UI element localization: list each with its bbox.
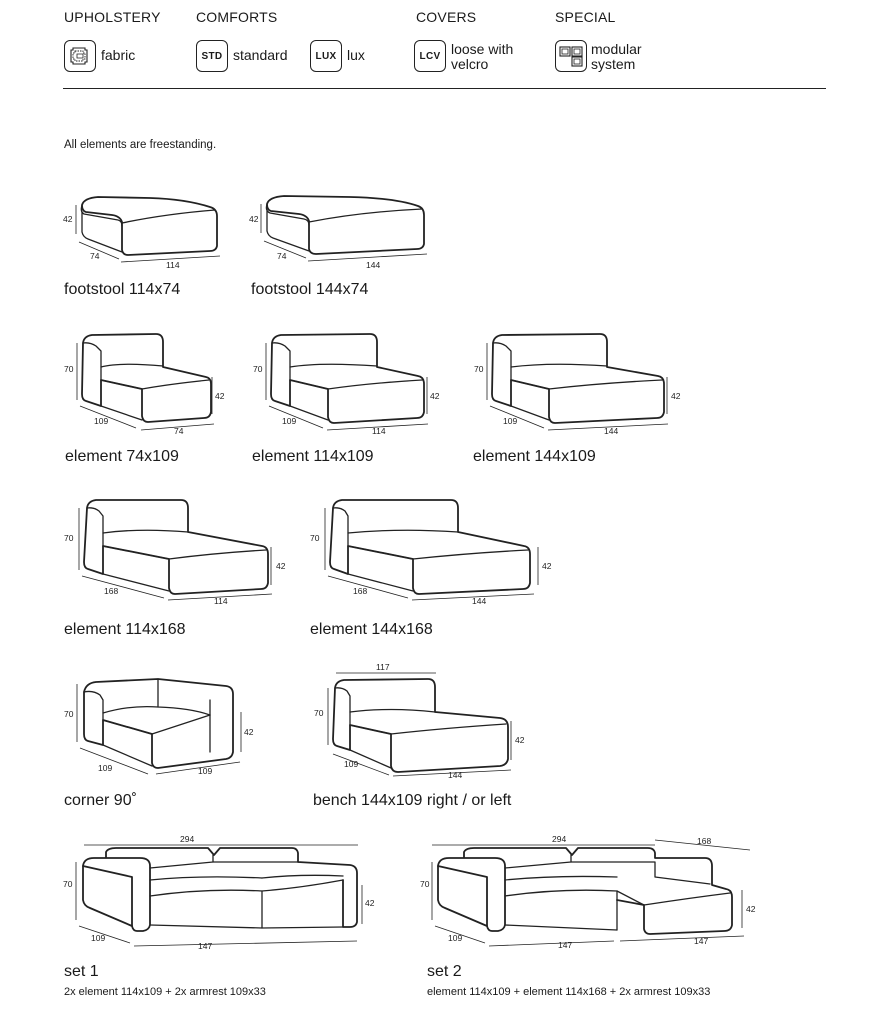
seat-height-label: 42 [276, 561, 286, 571]
element-74x109-drawing [82, 334, 211, 422]
freestanding-note: All elements are freestanding. [64, 139, 217, 151]
set-1-dimensions [63, 834, 375, 951]
depth-label: 74 [277, 251, 287, 261]
depth-label: 168 [104, 586, 119, 596]
depth-label: 109 [91, 933, 106, 943]
element-144x109-label: element 144x109 [473, 448, 596, 465]
back-height-label: 70 [474, 364, 484, 374]
special-heading: SPECIAL [555, 9, 616, 25]
element-144x168-drawing [330, 500, 530, 594]
back-height-label: 70 [420, 879, 430, 889]
back-height-label: 70 [314, 708, 324, 718]
width-label: 147 [198, 941, 213, 951]
element-144x168-label: element 144x168 [310, 621, 433, 638]
back-width-label: 117 [376, 662, 390, 672]
back-height-label: 70 [63, 879, 73, 889]
velcro-label: velcro [451, 56, 489, 72]
footstool-144x74-label: footstool 144x74 [251, 281, 369, 298]
chaise-depth-label: 168 [697, 836, 712, 846]
width-label: 114 [372, 426, 386, 436]
seat-height-label: 42 [671, 391, 681, 401]
element-114x168-label: element 114x168 [64, 621, 186, 638]
modular-label: modular [591, 41, 642, 57]
height-label: 42 [249, 214, 259, 224]
corner-90-label: corner 90˚ [64, 792, 137, 809]
element-114x109-label: element 114x109 [252, 448, 374, 465]
covers-heading: COVERS [416, 9, 477, 25]
element-114x168-drawing [84, 500, 268, 594]
width-label: 114 [214, 596, 228, 606]
total-width-label: 294 [552, 834, 567, 844]
depth-label: 109 [98, 763, 113, 773]
back-height-label: 70 [310, 533, 320, 543]
upholstery-heading: UPHOLSTERY [64, 9, 161, 25]
set-1-description: 2x element 114x109 + 2x armrest 109x33 [64, 986, 266, 998]
set-2-description: element 114x109 + element 114x168 + 2x armrest 109x33 [427, 986, 711, 998]
depth-label: 109 [503, 416, 518, 426]
width-left-label: 147 [558, 940, 573, 950]
std-code: STD [201, 50, 223, 62]
width-label: 144 [448, 770, 463, 780]
comforts-heading: COMFORTS [196, 9, 278, 25]
element-114x168-dimensions [64, 508, 286, 606]
seat-height-label: 42 [515, 735, 525, 745]
bench-label: bench 144x109 right / or left [313, 792, 512, 809]
back-height-label: 70 [64, 709, 74, 719]
element-144x109-drawing [492, 334, 664, 423]
seat-height-label: 42 [244, 727, 254, 737]
element-74x109-dimensions [64, 343, 225, 436]
lcv-code: LCV [419, 50, 441, 62]
width-right-label: 147 [694, 936, 709, 946]
seat-height-label: 42 [542, 561, 552, 571]
depth-label: 109 [94, 416, 109, 426]
footstool-144x74-drawing [266, 196, 424, 254]
back-height-label: 70 [64, 364, 74, 374]
back-height-label: 70 [253, 364, 263, 374]
width-label: 144 [604, 426, 619, 436]
depth-label: 109 [282, 416, 297, 426]
depth-label: 109 [344, 759, 359, 769]
seat-height-label: 42 [746, 904, 756, 914]
set-2-drawing [438, 848, 732, 934]
width-label: 144 [366, 260, 381, 270]
depth-label: 74 [90, 251, 100, 261]
seat-height-label: 42 [215, 391, 225, 401]
lux-label: lux [347, 47, 365, 63]
seat-height-label: 42 [365, 898, 375, 908]
width-label: 114 [166, 260, 180, 270]
set-1-label: set 1 [64, 963, 99, 980]
loose-with-label: loose with [451, 41, 514, 57]
bench-drawing [333, 679, 508, 772]
system-label: system [591, 56, 636, 72]
total-width-label: 294 [180, 834, 195, 844]
fabric-label: fabric [101, 47, 136, 63]
width-label: 74 [174, 426, 184, 436]
depth-label: 109 [448, 933, 463, 943]
lux-code: LUX [315, 50, 337, 62]
width-label: 144 [472, 596, 487, 606]
footstool-114x74-label: footstool 114x74 [64, 281, 181, 298]
element-114x109-drawing [271, 334, 424, 423]
set-2-label: set 2 [427, 963, 462, 980]
footstool-114x74-drawing [81, 197, 217, 255]
height-label: 42 [63, 214, 73, 224]
back-height-label: 70 [64, 533, 74, 543]
set-1-drawing [83, 848, 357, 931]
seat-height-label: 42 [430, 391, 440, 401]
element-74x109-label: element 74x109 [65, 448, 179, 465]
width-label: 109 [198, 766, 213, 776]
depth-label: 168 [353, 586, 368, 596]
corner-90-dimensions [64, 684, 254, 776]
standard-label: standard [233, 47, 288, 63]
corner-90-drawing [84, 679, 233, 768]
